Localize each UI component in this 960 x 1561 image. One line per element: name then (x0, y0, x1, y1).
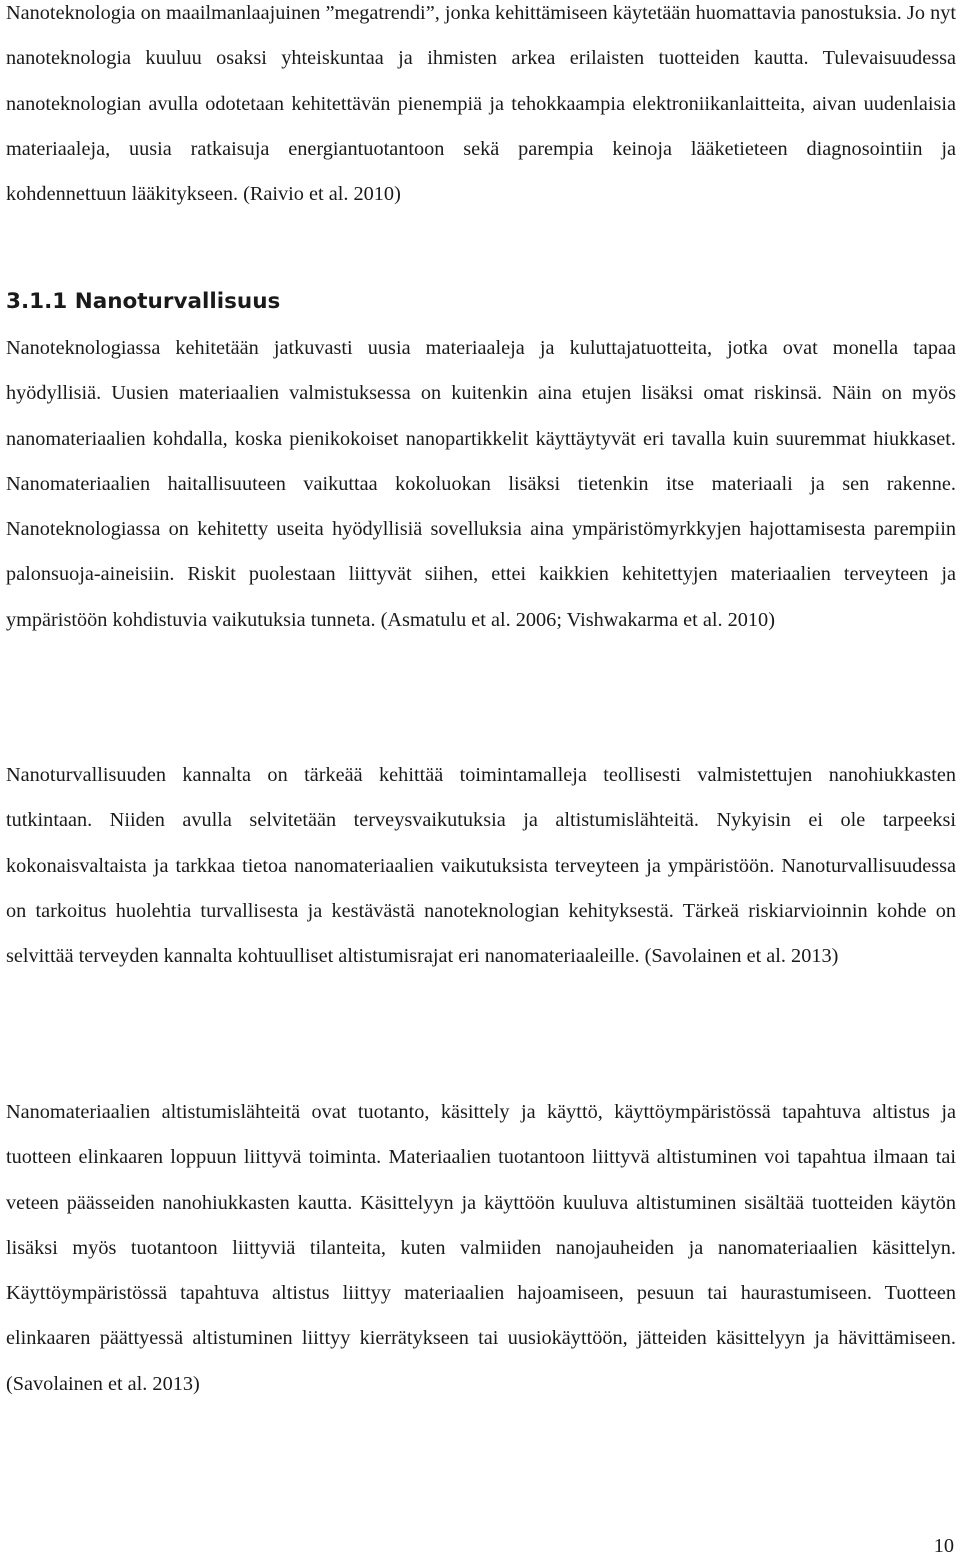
paragraph-nanosafety: Nanoteknologiassa kehitetään jatkuvasti uusia materiaaleja ja kuluttajatuotteita, jotka ovat monella tapaa hyödyllisiä. Uusien materiaalien valmistuksessa on kuitenkin aina etujen lisäksi omat riskinsä. Näin on myös nanomateriaalien kohdalla, koska pienikokoiset nanopartikkelit käyttäytyvät eri tavalla kuin suuremmat hiukkaset. Nanomateriaalien haitallisuuteen vaikuttaa kokoluokan lisäksi tietenkin itse materiaali ja sen rakenne. Nanoteknologiassa on kehitetty useita hyödyllisiä sovelluksia aina ympäristömyrkkyjen hajottamisesta parempiin palonsuoja-aineisiin. Riskit puolestaan liittyvät siihen, ettei kaikkien kehitettyjen materiaalien terveyteen ja ympäristöön kohdistuvia vaikutuksia tunneta. (Asmatulu et al. 2006; Vishwakarma et al. 2010) (6, 337, 956, 631)
paragraph-exposure-sources: Nanomateriaalien altistumislähteitä ovat tuotanto, käsittely ja käyttö, käyttöympäristössä tapahtuva altistus ja tuotteen elinkaaren loppuun liittyvä toiminta. Materiaalien tuotantoon liittyvä altistuminen voi tapahtua ilmaan tai veteen päässeiden nanohiukkasten kautta. Käsittelyyn ja käyttöön kuuluva altistuminen sisältää tuotteiden käytön lisäksi myös tuotantoon liittyviä tilanteita, kuten valmiiden nanojauheiden ja nanomateriaalien käsittelyn. Käyttöympäristössä tapahtuva altistus liittyy materiaalien hajoamiseen, pesuun tai haurastumiseen. Tuotteen elinkaaren päättyessä altistuminen liittyy kierrätykseen tai uusiokäyttöön, jätteiden käsittelyyn ja hävittämiseen. (Savolainen et al. 2013) (6, 1101, 956, 1395)
paragraph-intro: Nanoteknologia on maailmanlaajuinen ”megatrendi”, jonka kehittämiseen käytetään huomattavia panostuksia. Jo nyt nanoteknologia kuuluu osaksi yhteiskuntaa ja ihmisten arkea erilaisten tuotteiden kautta. Tulevaisuudessa nanoteknologian avulla odotetaan kehitettävän pienempiä ja tehokkaampia elektroniikanlaitteita, aivan uudenlaisia materiaaleja, uusia ratkaisuja energiantuotantoon sekä parempia keinoja lääketieteen diagnosointiin ja kohdennettuun lääkitykseen. (Raivio et al. 2010) (6, 2, 956, 206)
section-heading: 3.1.1 Nanoturvallisuus (6, 289, 281, 314)
page-number: 10 (933, 1535, 954, 1557)
paragraph-safety-models: Nanoturvallisuuden kannalta on tärkeää kehittää toimintamalleja teollisesti valmistettujen nanohiukkasten tutkintaan. Niiden avulla selvitetään terveysvaikutuksia ja altistumislähteitä. Nykyisin ei ole tarpeeksi kokonaisvaltaista ja tarkkaa tietoa nanomateriaalien vaikutuksista terveyteen ja ympäristöön. Nanoturvallisuudessa on tarkoitus huolehtia turvallisesta ja kestävästä nanoteknologian kehityksestä. Tärkeä riskiarvioinnin kohde on selvittää terveyden kannalta kohtuulliset altistumisrajat eri nanomateriaaleille. (Savolainen et al. 2013) (6, 764, 956, 968)
